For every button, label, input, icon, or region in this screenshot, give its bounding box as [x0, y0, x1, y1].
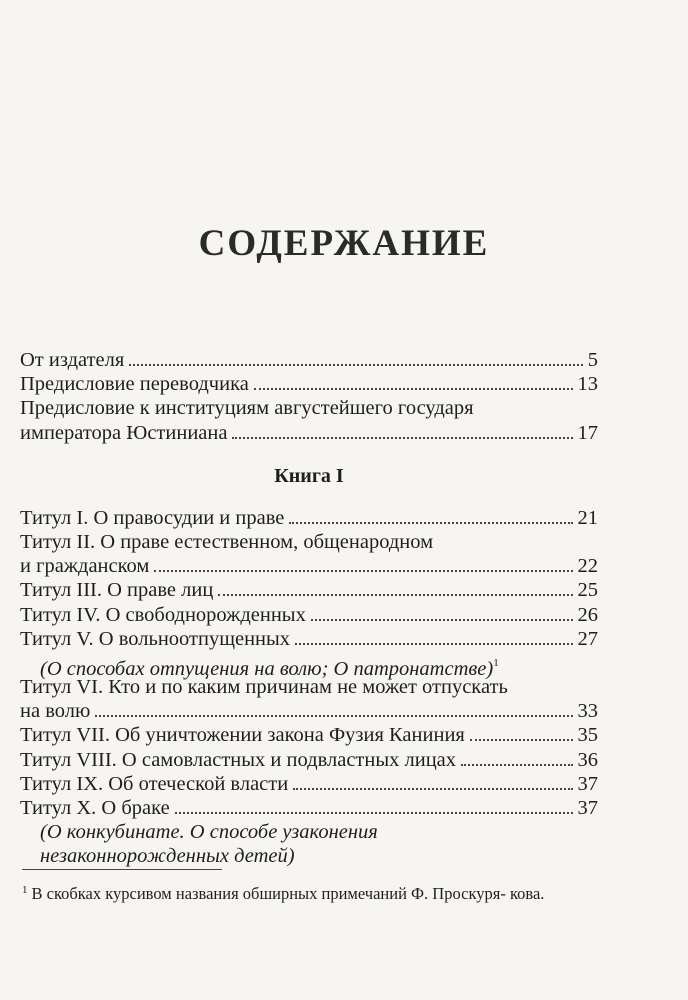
toc-entry-label[interactable]: Титул VI. Кто и по каким причинам не может отпускать — [20, 676, 508, 699]
toc-entry-label[interactable]: Титул II. О праве естественном, общенародном — [20, 530, 434, 553]
toc-entry-label[interactable]: Предисловие к институциям августейшего государя — [20, 397, 474, 420]
toc-entry-label: Титул III. О праве лиц — [20, 579, 214, 602]
toc-entry-page: 21 — [577, 506, 598, 529]
toc-entry-label: Титул V. О вольноотпущенных — [20, 627, 291, 650]
dot-leader — [218, 594, 572, 596]
toc-annotation — [20, 651, 598, 680]
dot-leader — [295, 643, 572, 645]
toc-entry-page: 36 — [577, 748, 598, 771]
toc-entry[interactable] — [20, 506, 598, 530]
dot-leader — [175, 812, 573, 814]
footnote-reference[interactable]: 1 — [493, 656, 499, 669]
toc-entry-page: 26 — [577, 603, 598, 626]
toc-entry-page: 35 — [577, 724, 598, 747]
toc-entry[interactable] — [20, 723, 598, 747]
toc-entry[interactable] — [20, 421, 598, 445]
toc-entry-page: 25 — [577, 579, 598, 602]
toc-entry[interactable] — [20, 772, 598, 796]
toc-entry[interactable] — [20, 554, 598, 578]
toc-entry-page: 37 — [577, 772, 598, 795]
footnote-text: В скобках курсивом названия обширных примечаний Ф. Проскуря- кова. — [31, 884, 545, 903]
dot-leader — [254, 388, 573, 390]
toc-entry-label: Титул VIII. О самовластных и подвластных лицах — [20, 748, 457, 771]
footnote — [22, 878, 592, 906]
toc-entry-page: 37 — [577, 797, 598, 819]
table-of-contents — [20, 348, 598, 869]
toc-entry-label: Предисловие переводчика — [20, 373, 249, 396]
dot-leader — [289, 522, 572, 524]
toc-entry[interactable] — [20, 699, 598, 723]
dot-leader — [154, 570, 572, 572]
toc-entry-label: Титул IV. О свободнорожденных — [20, 603, 306, 626]
toc-entry[interactable] — [20, 796, 598, 820]
toc-annotation: незаконнорожденных детей) — [40, 845, 295, 868]
toc-entry-page: 17 — [577, 421, 598, 444]
book-heading: Книга I — [274, 464, 344, 487]
dot-leader — [461, 764, 572, 766]
annotation-text: (О способах отпущения на волю; О патронатстве) — [40, 657, 494, 680]
toc-entry-page: 5 — [587, 349, 598, 371]
toc-entry-label: Титул VII. Об уничтожении закона Фузия Каниния — [20, 724, 465, 747]
toc-entry[interactable] — [20, 748, 598, 772]
toc-entry-label: императора Юстиниана — [20, 421, 228, 444]
toc-entry-page: 27 — [577, 627, 598, 650]
toc-entry-label: и гражданском — [20, 555, 150, 578]
toc-entry-label: Титул I. О правосудии и праве — [20, 506, 285, 529]
dot-leader — [293, 788, 572, 790]
dot-leader — [232, 437, 572, 439]
toc-entry-label: на волю — [20, 700, 91, 723]
toc-entry-page: 33 — [577, 700, 598, 723]
toc-entry[interactable] — [20, 372, 598, 396]
toc-entry-label: Титул IX. Об отеческой власти — [20, 772, 289, 795]
toc-entry[interactable] — [20, 603, 598, 627]
toc-entry[interactable] — [20, 348, 598, 372]
dot-leader — [311, 619, 573, 621]
toc-entry[interactable] — [20, 578, 598, 602]
dot-leader — [129, 364, 582, 366]
toc-annotation: (О конкубинате. О способе узаконения — [40, 821, 378, 844]
toc-entry-label: От издателя — [20, 349, 125, 371]
toc-entry[interactable] — [20, 627, 598, 651]
dot-leader — [95, 715, 572, 717]
page-title: СОДЕРЖАНИЕ — [198, 223, 490, 264]
footnote-divider — [22, 869, 222, 870]
dot-leader — [470, 739, 573, 741]
toc-entry-label: Титул X. О браке — [20, 797, 170, 819]
footnote-mark: 1 — [22, 884, 28, 896]
toc-entry-page: 13 — [577, 373, 598, 396]
toc-entry-page: 22 — [577, 555, 598, 578]
